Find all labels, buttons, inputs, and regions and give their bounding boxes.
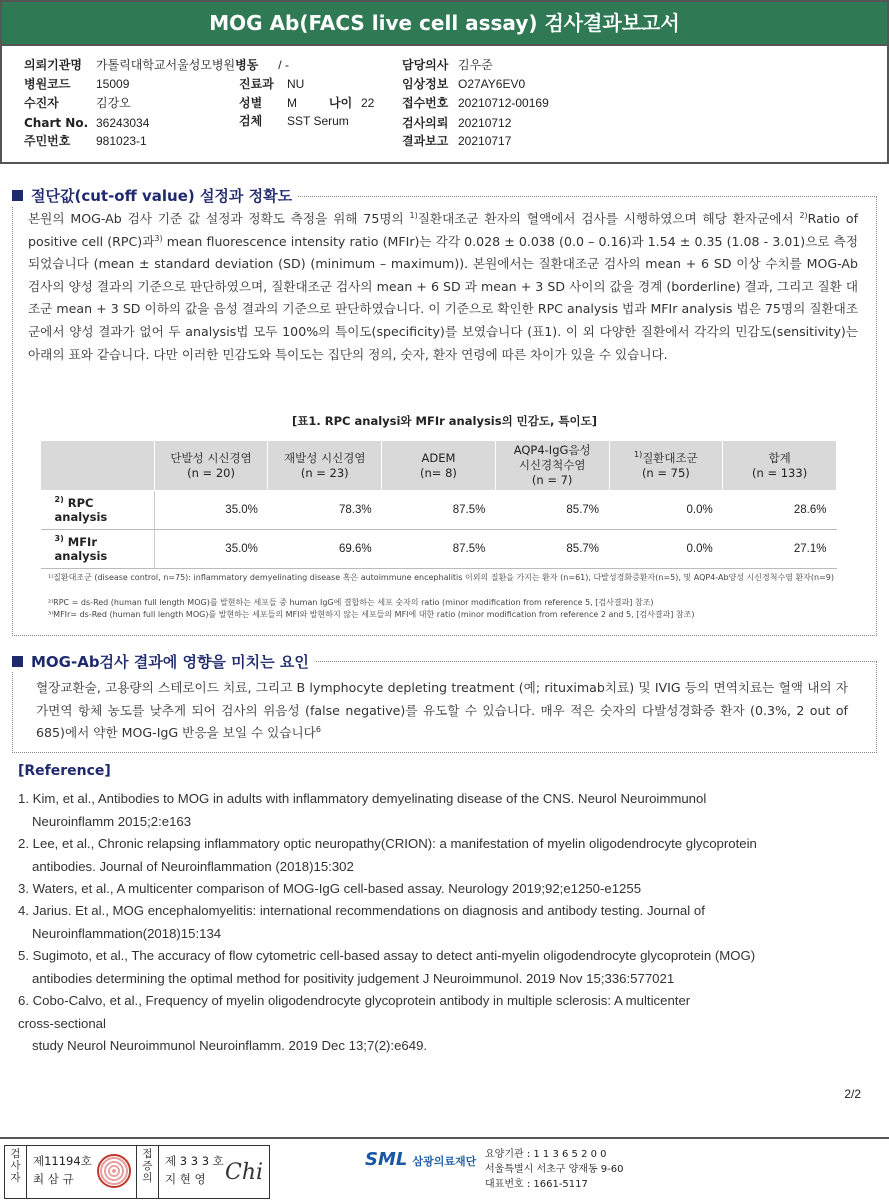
table-cell: 85.7% bbox=[495, 491, 609, 530]
para-b-sup: 2) bbox=[799, 210, 808, 220]
row-label-rpc: $^{2)}$ RPC analysis bbox=[41, 491, 155, 530]
report-title: MOG Ab(FACS live cell assay) 검사결과보고서 bbox=[0, 0, 889, 46]
table-header-row bbox=[41, 441, 837, 491]
specimen-label: 검체 bbox=[239, 114, 263, 128]
rrn-value: 981023-1 bbox=[96, 134, 147, 148]
table-title: [표1. RPC analysi와 MFIr analysis의 민감도, 특이도] bbox=[292, 414, 597, 428]
section2-text: 혈장교환술, 고용량의 스테로이드 치료, 그리고 B lymphocyte depleting treatment (예; rituximab치료) 및 IVIG 등의 면역치료는 혈액 내의 자가면역 항체 농도를 낮추게 되어 검사의 위음성 (false negative)를 유도할 수 있습니다. 매우 적은 숫자의 다발성경화증 환자 (0.3%, 2 out of 685)에서 약한 MOG-IgG 반응을 보일 수 있습니다 bbox=[36, 680, 848, 741]
header-col-2: 재발성 시신경염 (n = 23) bbox=[268, 441, 382, 491]
hospital-code-label: 병원코드 bbox=[24, 77, 71, 91]
table-cell: 35.0% bbox=[154, 530, 268, 569]
table-row bbox=[41, 491, 837, 530]
sml-logo bbox=[365, 1149, 476, 1170]
reviewer-number: 제 3 3 3 호 bbox=[165, 1154, 224, 1168]
report-label: 결과보고 bbox=[402, 134, 449, 148]
dept-label: 진료과 bbox=[239, 77, 274, 91]
age-value: 22 bbox=[361, 96, 375, 110]
reference-heading: [Reference] bbox=[18, 763, 111, 779]
ward-label: 병동 bbox=[235, 58, 259, 72]
section2-paragraph bbox=[36, 677, 848, 745]
institution-value: 가톨릭대학교서울성모병원 bbox=[96, 58, 236, 72]
logo-mark: SML bbox=[365, 1149, 408, 1170]
lab-address bbox=[485, 1147, 624, 1192]
bullet-square-icon bbox=[12, 656, 23, 667]
table-cell: 69.6% bbox=[268, 530, 382, 569]
specimen-value: SST Serum bbox=[287, 114, 349, 128]
lab-phone: 대표번호 : 1661-5117 bbox=[485, 1179, 588, 1190]
lab-code: 요양기관 : 1 1 3 6 5 2 0 0 bbox=[485, 1149, 607, 1160]
para-c: Ratio of positive cell (RPC)과 bbox=[28, 211, 859, 249]
table-cell: 0.0% bbox=[609, 530, 723, 569]
sex-value: M bbox=[287, 96, 297, 110]
request-value: 20210712 bbox=[458, 116, 512, 130]
para-a: 본원의 MOG-Ab 검사 기준 값 설정과 정확도 측정을 위해 75명의 bbox=[28, 211, 404, 226]
table-cell: 85.7% bbox=[495, 530, 609, 569]
table-cell: 78.3% bbox=[268, 491, 382, 530]
dept-value: NU bbox=[287, 77, 305, 91]
reference-item: 3. Waters, et al., A multicenter comparison of MOG-IgG cell-based assay. Neurology 2019;92;e1250-e1255 bbox=[18, 881, 642, 896]
hospital-code-value: 15009 bbox=[96, 77, 130, 91]
bullet-square-icon bbox=[12, 190, 23, 201]
reviewer-cell bbox=[159, 1146, 269, 1198]
table-cell: 0.0% bbox=[609, 491, 723, 530]
row-label-mfir: $^{3)}$ MFIr analysis bbox=[41, 530, 155, 569]
table-cell: 35.0% bbox=[154, 491, 268, 530]
reference-item: 6. Cobo-Calvo, et al., Frequency of myelin oligodendrocyte glycoprotein antibody in multiple sclerosis: A multicenter cross-sectional study Neurol Neuroimmunol Neuroinflamm. 2019 Dec 13;7(2):e649. bbox=[18, 993, 691, 1053]
chart-value: 36243034 bbox=[96, 116, 150, 130]
clinical-value: O27AY6EV0 bbox=[458, 77, 526, 91]
footer bbox=[0, 1137, 889, 1204]
table-cell: 28.6% bbox=[723, 491, 837, 530]
table-cell: 27.1% bbox=[723, 530, 837, 569]
signature-box bbox=[4, 1145, 270, 1199]
reference-item: 4. Jarius. Et al., MOG encephalomyelitis: international recommendations on diagnosis and antibody testing. Journal of Neuroinflammation(2018)15:134 bbox=[18, 903, 705, 941]
reference-item: 5. Sugimoto, et al., The accuracy of flow cytometric cell-based assay to detect anti-myelin oligodendrocyte glycoprotein (MOG) antibodies determining the optimal method for positivity judgement J Neuroimmunol. 2019 Nov 15;336:577021 bbox=[18, 948, 756, 986]
header-col-3: ADEM (n= 8) bbox=[382, 441, 496, 491]
para-b: 질환대조군 환자의 혈액에서 검사를 시행하였으며 해당 환자군에서 bbox=[417, 211, 794, 226]
logo-text: 삼광의료재단 bbox=[412, 1155, 477, 1168]
inspector-number: 제11194호 bbox=[33, 1154, 92, 1168]
doctor-label: 담당의사 bbox=[402, 58, 449, 72]
patient-label: 수진자 bbox=[24, 96, 59, 110]
section2-sup: 6 bbox=[315, 725, 321, 734]
footnote-1: ¹⁾질환대조군 (disease control, n=75): inflammatory demyelinating disease 혹은 autoimmune encephalitis 이외의 질환을 가지는 환자 (n=61), 다발성경화증환자(n=5), 및 AQP4-Ab양성 시신경척수염 환자(n=9) bbox=[48, 573, 835, 582]
chart-label: Chart No. bbox=[24, 116, 89, 130]
header-col-4: AQP4-IgG음성 시신경척수염 (n = 7) bbox=[495, 441, 609, 491]
request-label: 검사의뢰 bbox=[402, 116, 449, 130]
page-number: 2/2 bbox=[844, 1087, 861, 1101]
table-cell: 87.5% bbox=[382, 491, 496, 530]
para-a-sup: 1) bbox=[409, 210, 418, 220]
sensitivity-table bbox=[40, 440, 837, 569]
rrn-label: 주민번호 bbox=[24, 134, 71, 148]
section2-heading-text: MOG-Ab검사 결과에 영향을 미치는 요인 bbox=[31, 653, 309, 671]
patient-info-box bbox=[0, 46, 889, 164]
doctor-value: 김우준 bbox=[458, 58, 493, 72]
table-row bbox=[41, 530, 837, 569]
clinical-label: 임상정보 bbox=[402, 77, 449, 91]
section2-heading bbox=[12, 651, 315, 672]
section1-heading-text: 절단값(cut-off value) 설정과 정확도 bbox=[31, 187, 293, 205]
patient-value: 김강오 bbox=[96, 96, 131, 110]
sex-label: 성별 bbox=[239, 96, 263, 110]
reference-item: 2. Lee, et al., Chronic relapsing inflammatory optic neuropathy(CRION): a manifestation of myelin oligodendrocyte glycoprotein antibodies. Journal of Neuroinflammation (2018)15:302 bbox=[18, 836, 757, 874]
footnote-3: ³⁾MFIr= ds-Red (human full length MOG)를 발현하는 세포들의 MFI와 발현하지 않는 세포들의 MFI에 대한 ratio (minor modification from reference 2 and 5, [검사결과] 참조) bbox=[48, 610, 695, 619]
header-empty bbox=[41, 441, 155, 491]
header-col-6: 합계 (n = 133) bbox=[723, 441, 837, 491]
seal-stamp-icon bbox=[97, 1154, 131, 1188]
footnote-2: ²⁾RPC = ds-Red (human full length MOG)를 발현하는 세포들 중 human IgG에 결합하는 세포 숫자의 ratio (minor modification from reference 5, [검사결과] 참조) bbox=[48, 598, 654, 607]
institution-label: 의뢰기관명 bbox=[24, 58, 82, 72]
header-col-1: 단발성 시신경염 (n = 20) bbox=[154, 441, 268, 491]
age-label: 나이 bbox=[329, 96, 353, 110]
inspector-name: 최 삼 규 bbox=[33, 1172, 74, 1186]
para-d: mean fluorescence intensity ratio (MFIr)는 각각 0.028 ± 0.038 (0.0 – 0.16)과 1.54 ± 0.35 (1.08 - 3.01)으로 측정되었습니다 (mean ± standard deviation (SD) (minimum – maximum)). 본원에서는 질환대조군 검사의 mean + 6 SD 이상 수치를 MOG-Ab 검사의 양성 결과의 기준으로 판단하였으며, 질환대조군 검사의 mean + 6 SD 과 mean + 3 SD 사이의 값을 경계 (borderline) 결과, 그리고 질환 대조군 mean + 3 SD 이하의 값을 음성 결과의 기준으로 판단하였습니다. 이 기준으로 확인한 RPC analysis 법과 MFIr analysis 법은 75명의 질환대조군에서 양성 결과가 없어 두 analysis법 모두 100%의 특이도(specificity)를 보였습니다 (표1). 이 외 다양한 질환에서 각각의 민감도(sensitivity)는 아래의 표와 같습니다. 다만 이러한 민감도와 특이도는 집단의 정의, 숫자, 환자 연령에 따른 차이가 있을 수 있습니다. bbox=[28, 233, 858, 362]
lab-street: 서울특별시 서초구 양재동 9-60 bbox=[485, 1164, 624, 1175]
inspector-cell bbox=[27, 1146, 137, 1198]
reference-item: 1. Kim, et al., Antibodies to MOG in adults with inflammatory demyelinating disease of the CNS. Neurol Neuroimmunol Neuroinflamm 2015;2:e163 bbox=[18, 791, 707, 829]
reviewer-name: 지 현 영 bbox=[165, 1172, 206, 1186]
receipt-label: 접수번호 bbox=[402, 96, 449, 110]
header-col-5: $^{1)}$질환대조군 (n = 75) bbox=[609, 441, 723, 491]
para-c-sup: 3) bbox=[154, 233, 163, 243]
table-cell: 87.5% bbox=[382, 530, 496, 569]
reviewer-vertical-label: 접증의 bbox=[137, 1146, 159, 1198]
inspector-vertical-label: 검사자 bbox=[5, 1146, 27, 1198]
section1-heading bbox=[12, 185, 298, 206]
receipt-value: 20210712-00169 bbox=[458, 96, 549, 110]
signature: Chi bbox=[225, 1160, 264, 1185]
ward-value: / - bbox=[278, 58, 289, 72]
report-value: 20210717 bbox=[458, 134, 512, 148]
section1-paragraph bbox=[28, 208, 858, 366]
